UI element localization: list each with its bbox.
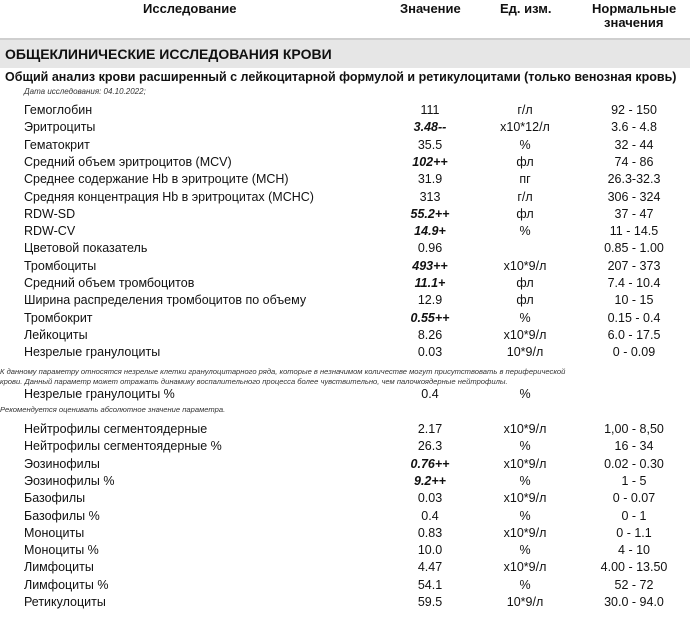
test-unit: г/л bbox=[517, 189, 533, 204]
test-unit: x10*9/л bbox=[503, 456, 547, 471]
test-reference: 92 - 150 bbox=[611, 103, 657, 117]
test-value: 35.5 bbox=[417, 137, 443, 152]
test-name: RDW-SD bbox=[24, 206, 76, 221]
test-reference: 16 - 34 bbox=[614, 439, 654, 454]
test-value: 54.1 bbox=[417, 577, 443, 592]
test-name: Средний объем тромбоцитов bbox=[24, 276, 195, 290]
test-value: 0.4 bbox=[421, 387, 439, 401]
test-value: 26.3 bbox=[417, 439, 443, 454]
test-name: Лейкоциты bbox=[24, 327, 88, 342]
test-name: Тромбокрит bbox=[24, 310, 93, 325]
test-reference: 7.4 - 10.4 bbox=[607, 276, 661, 290]
test-name: Средний объем эритроцитов (MCV) bbox=[24, 154, 232, 169]
test-value: 11.1+ bbox=[414, 276, 446, 290]
test-value: 493++ bbox=[412, 258, 448, 273]
test-value: 9.2++ bbox=[414, 473, 446, 488]
test-name: Эозинофилы % bbox=[24, 473, 115, 488]
table-row bbox=[0, 275, 690, 292]
test-value: 0.96 bbox=[417, 241, 443, 256]
test-name: Базофилы % bbox=[24, 508, 100, 523]
test-reference: 0.85 - 1.00 bbox=[604, 241, 664, 256]
table-row bbox=[0, 421, 690, 438]
test-unit: % bbox=[519, 387, 531, 401]
test-reference: 0 - 1.1 bbox=[616, 525, 652, 540]
test-name: Эозинофилы bbox=[24, 456, 100, 471]
test-name: Ретикулоциты bbox=[24, 595, 106, 609]
test-unit: x10*9/л bbox=[503, 327, 547, 342]
test-unit: % bbox=[519, 543, 531, 558]
test-unit: % bbox=[519, 137, 531, 152]
test-name: Незрелые гранулоциты bbox=[24, 345, 161, 360]
test-reference: 10 - 15 bbox=[614, 293, 654, 308]
test-unit: x10*9/л bbox=[503, 422, 547, 436]
test-name: Моноциты % bbox=[24, 543, 99, 558]
table-row bbox=[0, 240, 690, 257]
test-reference: 4 - 10 bbox=[618, 543, 650, 558]
table-row bbox=[0, 456, 690, 473]
test-value: 31.9 bbox=[417, 172, 443, 187]
test-value: 0.4 bbox=[421, 508, 439, 523]
test-unit: фл bbox=[516, 206, 534, 221]
test-name: Моноциты bbox=[24, 525, 85, 540]
test-reference: 0 - 0.09 bbox=[612, 345, 656, 360]
test-unit: % bbox=[519, 439, 531, 454]
column-header-value: Значение bbox=[400, 1, 461, 16]
test-reference: 0.15 - 0.4 bbox=[607, 310, 661, 325]
test-reference: 4.00 - 13.50 bbox=[600, 560, 668, 575]
test-unit: % bbox=[519, 224, 531, 239]
test-value: 55.2++ bbox=[410, 206, 450, 221]
column-header-reference: Нормальные bbox=[592, 1, 677, 16]
test-unit: x10*12/л bbox=[500, 120, 550, 135]
table-row bbox=[0, 223, 690, 240]
test-name: Среднее содержание Hb в эритроците (MCH) bbox=[24, 172, 289, 187]
test-value: 0.83 bbox=[417, 525, 443, 540]
test-value: 0.55++ bbox=[410, 310, 450, 325]
table-row bbox=[0, 594, 690, 611]
test-name: Нейтрофилы сегментоядерные bbox=[24, 422, 208, 436]
test-value: 59.5 bbox=[417, 595, 443, 609]
test-value: 2.17 bbox=[417, 422, 443, 436]
table-row bbox=[0, 327, 690, 344]
test-unit: x10*9/л bbox=[503, 491, 547, 506]
test-value: 14.9+ bbox=[414, 224, 446, 239]
table-row bbox=[0, 171, 690, 188]
table-row bbox=[0, 490, 690, 507]
test-unit: 10*9/л bbox=[506, 595, 544, 609]
test-reference: 0.02 - 0.30 bbox=[604, 456, 664, 471]
table-row bbox=[0, 137, 690, 154]
test-reference: 11 - 14.5 bbox=[609, 224, 659, 239]
test-name: Лимфоциты % bbox=[24, 577, 109, 592]
test-name: Лимфоциты bbox=[24, 560, 94, 575]
test-unit: % bbox=[519, 473, 531, 488]
test-value: 10.0 bbox=[417, 543, 443, 558]
table-row bbox=[0, 189, 690, 206]
table-row bbox=[0, 102, 690, 119]
test-reference: 30.0 - 94.0 bbox=[604, 595, 664, 609]
test-value: 111 bbox=[420, 103, 440, 117]
test-reference: 306 - 324 bbox=[607, 189, 661, 204]
test-value: 3.48-- bbox=[413, 120, 447, 135]
table-row bbox=[0, 525, 690, 542]
test-name: Эритроциты bbox=[24, 120, 96, 135]
test-unit: фл bbox=[516, 293, 534, 308]
test-value: 4.47 bbox=[417, 560, 443, 575]
column-header-reference-line2: значения bbox=[604, 15, 664, 30]
table-row bbox=[0, 438, 690, 455]
test-reference: 6.0 - 17.5 bbox=[607, 327, 661, 342]
table-row bbox=[0, 154, 690, 171]
test-unit: % bbox=[519, 310, 531, 325]
test-value: 0.03 bbox=[417, 491, 443, 506]
test-unit: % bbox=[519, 577, 531, 592]
test-name: Нейтрофилы сегментоядерные % bbox=[24, 439, 222, 454]
test-unit: x10*9/л bbox=[503, 560, 547, 575]
test-unit: % bbox=[519, 508, 531, 523]
test-reference: 1,00 - 8,50 bbox=[604, 422, 664, 436]
table-row bbox=[0, 119, 690, 136]
test-name: Незрелые гранулоциты % bbox=[24, 387, 175, 401]
table-row bbox=[0, 559, 690, 576]
test-reference: 0 - 0.07 bbox=[612, 491, 656, 506]
test-unit: 10*9/л bbox=[506, 345, 544, 360]
test-reference: 32 - 44 bbox=[614, 137, 654, 152]
test-reference: 74 - 86 bbox=[614, 154, 654, 169]
section-title: ОБЩЕКЛИНИЧЕСКИЕ ИССЛЕДОВАНИЯ КРОВИ bbox=[5, 46, 332, 62]
test-value: 12.9 bbox=[417, 293, 443, 308]
test-reference: 37 - 47 bbox=[614, 206, 654, 221]
test-name: Гемоглобин bbox=[24, 103, 93, 117]
test-name: Цветовой показатель bbox=[24, 241, 148, 256]
table-row bbox=[0, 542, 690, 559]
test-unit: фл bbox=[516, 276, 534, 290]
test-value: 0.03 bbox=[417, 345, 443, 360]
table-row bbox=[0, 577, 690, 594]
section-bar bbox=[0, 40, 690, 68]
table-row bbox=[0, 310, 690, 327]
test-name: Средняя концентрация Hb в эритроцитах (MCHC) bbox=[24, 189, 314, 204]
table-row bbox=[0, 473, 690, 490]
table-row bbox=[0, 258, 690, 275]
table-row bbox=[0, 386, 690, 403]
test-unit: фл bbox=[516, 154, 534, 169]
panel-title: Общий анализ крови расширенный с лейкоцитарной формулой и ретикулоцитами (только венозная кровь) bbox=[5, 70, 677, 84]
table-row bbox=[0, 508, 690, 525]
test-reference: 207 - 373 bbox=[607, 258, 661, 273]
study-date: Дата исследования: 04.10.2022; bbox=[24, 87, 146, 96]
column-header-test: Исследование bbox=[143, 1, 237, 16]
test-name: Гематокрит bbox=[24, 137, 90, 152]
note-immature-granulocytes-line1: К данному параметру относятся незрелые клетки гранулоцитарного ряда, которые в незначимом количестве могут присутствовать в периферической bbox=[0, 367, 566, 376]
column-header-unit: Ед. изм. bbox=[500, 1, 552, 16]
test-unit: x10*9/л bbox=[503, 525, 547, 540]
table-header bbox=[0, 0, 690, 38]
test-value: 8.26 bbox=[417, 327, 443, 342]
test-name: Тромбоциты bbox=[24, 258, 97, 273]
table-row bbox=[0, 344, 690, 361]
test-value: 313 bbox=[419, 189, 441, 204]
table-row bbox=[0, 292, 690, 309]
test-unit: пг bbox=[519, 172, 531, 187]
test-reference: 1 - 5 bbox=[621, 473, 647, 488]
test-name: Ширина распределения тромбоцитов по объему bbox=[24, 293, 307, 308]
test-name: Базофилы bbox=[24, 491, 86, 506]
test-reference: 52 - 72 bbox=[614, 577, 654, 592]
table-row bbox=[0, 206, 690, 223]
note-immature-granulocytes-line2: крови. Данный параметр может отражать динамику воспалительного процесса более чувствительно, чем палочкоядерные нейтрофилы. bbox=[0, 377, 508, 386]
test-value: 0.76++ bbox=[410, 456, 450, 471]
note-recommendation: Рекомендуется оценивать абсолютное значение параметра. bbox=[0, 405, 226, 414]
test-reference: 3.6 - 4.8 bbox=[611, 120, 657, 135]
test-unit: г/л bbox=[517, 103, 533, 117]
test-name: RDW-CV bbox=[24, 224, 76, 239]
test-reference: 0 - 1 bbox=[621, 508, 647, 523]
test-reference: 26.3-32.3 bbox=[607, 172, 661, 187]
test-value: 102++ bbox=[412, 154, 448, 169]
test-unit: x10*9/л bbox=[503, 258, 547, 273]
